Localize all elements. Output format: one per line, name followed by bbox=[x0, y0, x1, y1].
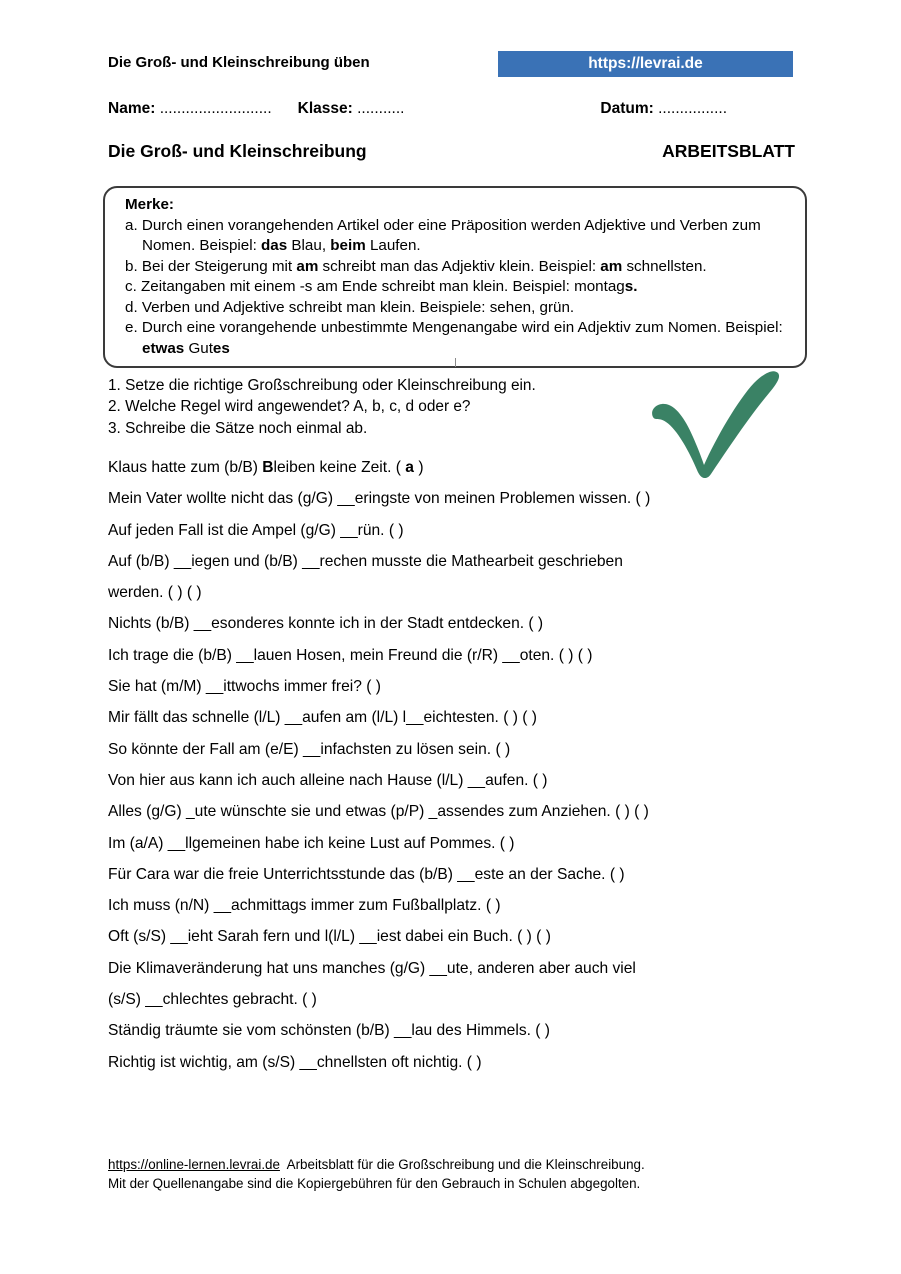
exercise-line-1: Klaus hatte zum (b/B) Bleiben keine Zeit. ( a ) bbox=[108, 459, 424, 476]
exercise-line-14: Für Cara war die freie Unterrichtsstunde das (b/B) __este an der Sache. ( ) bbox=[108, 865, 625, 883]
student-fields-row bbox=[108, 100, 793, 118]
exercise-line-7: Ich trage die (b/B) __lauen Hosen, mein Freund die (r/R) __oten. ( ) ( ) bbox=[108, 646, 593, 664]
merke-rule-d: d. Verben und Adjektive schreibt man klein. Beispiele: sehen, grün. bbox=[125, 298, 575, 316]
merke-rule-e: e. Durch eine vorangehende unbestimmte Mengenangabe wird ein Adjektiv zum Nomen. Beispiel: etwas Gutes bbox=[125, 319, 783, 357]
exercise-line-18: (s/S) __chlechtes gebracht. ( ) bbox=[108, 991, 317, 1009]
merke-rule-a: a. Durch einen vorangehenden Artikel oder eine Präposition werden Adjektive und Verben zum Nomen. Beispiel: das Blau, beim Laufen. bbox=[125, 216, 761, 254]
exercise-line-13: Im (a/A) __llgemeinen habe ich keine Lust auf Pommes. ( ) bbox=[108, 834, 515, 852]
exercise-line-12: Alles (g/G) _ute wünschte sie und etwas (p/P) _assendes zum Anziehen. ( ) ( ) bbox=[108, 803, 649, 821]
exercise-line-6: Nichts (b/B) __esonderes konnte ich in der Stadt entdecken. ( ) bbox=[108, 615, 544, 633]
instructions bbox=[108, 375, 536, 439]
exercise-line-4: Auf (b/B) __iegen und (b/B) __rechen musste die Mathearbeit geschrieben bbox=[108, 552, 623, 570]
footer-note: Arbeitsblatt für die Großschreibung und die Kleinschreibung. bbox=[279, 1157, 645, 1172]
exercise-line-5: werden. ( ) ( ) bbox=[108, 584, 202, 602]
klasse-field: Klasse: ........... bbox=[297, 100, 405, 117]
exercise-line-19: Ständig träumte sie vom schönsten (b/B) __lau des Himmels. ( ) bbox=[108, 1022, 551, 1040]
instruction-1: 1. Setze die richtige Großschreibung oder Kleinschreibung ein. bbox=[108, 377, 536, 394]
site-banner-link[interactable]: https://levrai.de bbox=[498, 51, 793, 77]
exercise-line-3: Auf jeden Fall ist die Ampel (g/G) __rün. ( ) bbox=[108, 521, 404, 539]
exercise-line-8: Sie hat (m/M) __ittwochs immer frei? ( ) bbox=[108, 678, 381, 696]
page-topic-label: Die Groß- und Kleinschreibung üben bbox=[108, 54, 370, 71]
title-row bbox=[108, 141, 795, 162]
merke-rule-b: b. Bei der Steigerung mit am schreibt man das Adjektiv klein. Beispiel: am schnellsten. bbox=[125, 257, 707, 275]
datum-field: Datum: ................ bbox=[600, 100, 727, 117]
exercise-line-10: So könnte der Fall am (e/E) __infachsten zu lösen sein. ( ) bbox=[108, 740, 511, 758]
merke-box bbox=[103, 186, 807, 368]
merke-rule-c: c. Zeitangaben mit einem -s am Ende schreibt man klein. Beispiel: montags. bbox=[125, 278, 638, 295]
worksheet-type-label: ARBEITSBLATT bbox=[662, 141, 795, 161]
exercise-line-9: Mir fällt das schnelle (l/L) __aufen am (l/L) l__eichtesten. ( ) ( ) bbox=[108, 709, 537, 727]
instruction-2: 2. Welche Regel wird angewendet? A, b, c, d oder e? bbox=[108, 398, 471, 416]
name-field: Name: .......................... bbox=[108, 100, 272, 117]
merke-heading: Merke: bbox=[125, 196, 174, 213]
footer-link[interactable]: https://online-lernen.levrai.de bbox=[108, 1157, 280, 1172]
exercise-line-15: Ich muss (n/N) __achmittags immer zum Fußballplatz. ( ) bbox=[108, 897, 501, 915]
worksheet-title: Die Groß- und Kleinschreibung bbox=[108, 141, 367, 161]
exercise-list bbox=[108, 452, 838, 1078]
exercise-line-11: Von hier aus kann ich auch alleine nach Hause (l/L) __aufen. ( ) bbox=[108, 771, 548, 789]
footer bbox=[108, 1156, 645, 1193]
exercise-line-16: Oft (s/S) __ieht Sarah fern und l(l/L) __iest dabei ein Buch. ( ) ( ) bbox=[108, 928, 551, 946]
exercise-line-2: Mein Vater wollte nicht das (g/G) __eringste von meinen Problemen wissen. ( ) bbox=[108, 490, 651, 508]
footer-line-2: Mit der Quellenangabe sind die Kopiergebühren für den Gebrauch in Schulen abgegolten. bbox=[108, 1175, 641, 1191]
scan-mark bbox=[455, 358, 456, 367]
instruction-3: 3. Schreibe die Sätze noch einmal ab. bbox=[108, 419, 368, 437]
exercise-line-20: Richtig ist wichtig, am (s/S) __chnellsten oft nichtig. ( ) bbox=[108, 1053, 482, 1071]
footer-line-1 bbox=[108, 1156, 645, 1175]
exercise-line-17: Die Klimaveränderung hat uns manches (g/G) __ute, anderen aber auch viel bbox=[108, 959, 636, 977]
